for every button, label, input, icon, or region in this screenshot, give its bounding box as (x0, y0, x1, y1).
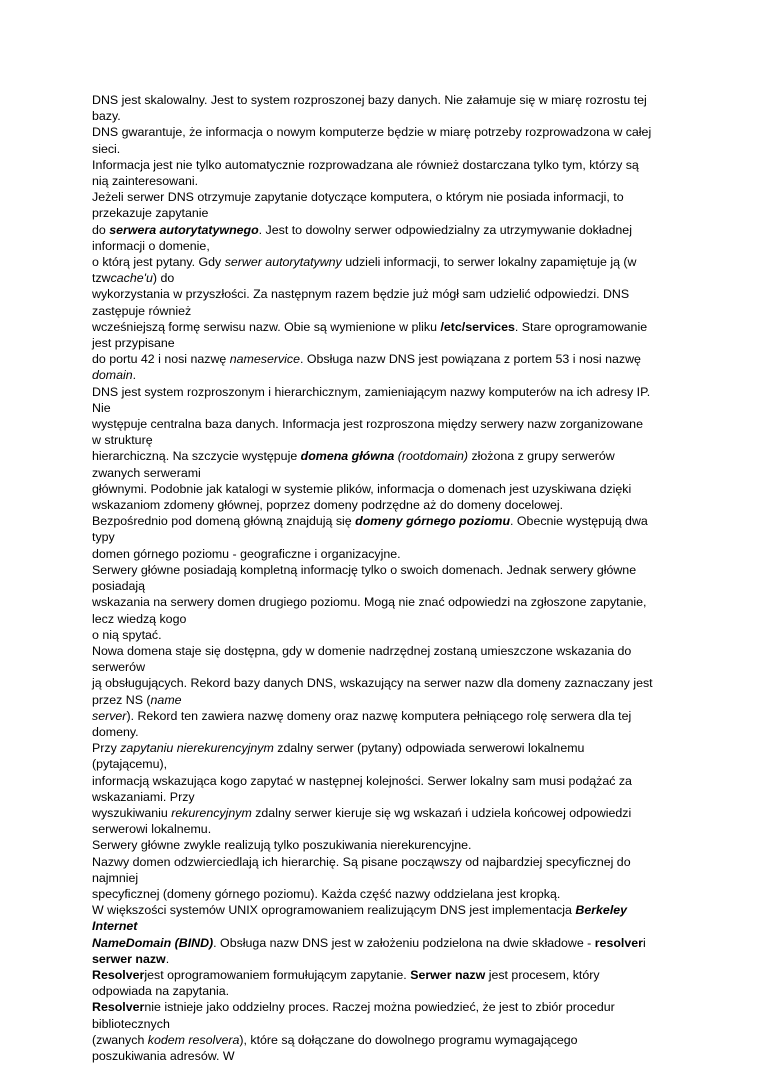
emphasis-run: (rootdomain) (397, 449, 469, 464)
text-line (92, 886, 680, 902)
text-line (92, 497, 680, 513)
text-run: Serwery główne zwykle realizują tylko poszukiwania nierekurencyjne. (92, 838, 472, 853)
text-line (92, 222, 680, 238)
text-run: nie istnieje jako oddzielny proces. Raczej można powiedzieć, że jest to zbiór procedur (144, 1000, 615, 1015)
text-run: serwerowi lokalnemu. (92, 822, 212, 837)
text-line (92, 481, 680, 497)
text-run: do (92, 222, 110, 237)
text-line (92, 173, 680, 189)
text-line (92, 740, 680, 756)
text-run: wskazania na serwery domen drugiego poziomu. Mogą nie znać odpowiedzi na zgłoszone zapytanie, (92, 595, 647, 610)
text-run: ), które są dołączane do dowolnego programu wymagającego (239, 1032, 578, 1047)
text-run: informacją wskazująca kogo zapytać w następnej kolejności. Serwer lokalny sam musi podążać za (92, 773, 632, 788)
text-run: hierarchiczną. Na szczycie występuje (92, 449, 301, 464)
text-run: w strukturę (92, 433, 153, 448)
text-run: wyszukiwaniu (92, 805, 172, 820)
text-run: zwanych serwerami (92, 465, 201, 480)
text-run: złożona z grupy serwerów (468, 449, 615, 464)
text-run: głównymi. Podobnie jak katalogi w systemie plików, informacja o domenach jest uzyskiwana dzięki (92, 481, 632, 496)
text-run: wskazaniami. Przy (92, 789, 195, 804)
text-run: wykorzystania w przyszłości. Za następnym razem będzie już mógł sam udzielić odpowiedzi. DNS (92, 287, 630, 302)
text-run: odpowiada na zapytania. (92, 984, 230, 999)
text-run: zastępuje również (92, 303, 192, 318)
text-run: ). Rekord ten zawiera nazwę domeny oraz nazwę komputera pełniącego rolę serwera dla tej (126, 708, 632, 723)
text-run: . (132, 368, 137, 383)
text-line (92, 351, 680, 367)
text-run: do portu 42 i nosi nazwę (92, 352, 230, 367)
text-run: domen górnego poziomu - geograficzne i organizacyjne. (92, 546, 401, 561)
text-run: zdalny serwer (pytany) odpowiada serwerowi lokalnemu (273, 741, 585, 756)
text-line (92, 270, 680, 286)
text-run: wcześniejszą formę serwisu nazw. Obie są wymienione w pliku (92, 319, 441, 334)
text-line (92, 448, 680, 464)
text-line (92, 805, 680, 821)
text-line (92, 238, 680, 254)
text-run: Informacja jest nie tylko automatycznie rozprowadzana ale również dostarczana tylko tym, którzy są (92, 157, 639, 172)
text-run: Serwery główne posiadają kompletną informację tylko o swoich domenach. Jednak serwery główne (92, 562, 637, 577)
text-line (92, 416, 680, 432)
text-run: przez NS ( (92, 692, 151, 707)
text-line (92, 999, 680, 1015)
text-line (92, 594, 680, 610)
emphasis-run: Berkeley (575, 903, 628, 918)
text-run: ją obsługujących. Rekord bazy danych DNS, wskazujący na serwer nazw dla domeny zaznaczany jest (92, 676, 653, 691)
emphasis-run: domain (92, 368, 133, 383)
text-line (92, 286, 680, 302)
text-run: przekazuje zapytanie (92, 206, 209, 221)
text-run: udzieli informacji, to serwer lokalny zapamiętuje ją (w (341, 255, 637, 270)
text-run: . Jest to dowolny serwer odpowiedzialny za utrzymywanie dokładnej (258, 222, 632, 237)
emphasis-run: /etc/services (440, 319, 515, 334)
text-run: Przy (92, 741, 121, 756)
emphasis-run: Serwer nazw (410, 967, 486, 982)
text-run: . Stare oprogramowanie (514, 319, 648, 334)
text-line (92, 319, 680, 335)
text-line (92, 918, 680, 934)
emphasis-run: domena główna (300, 449, 395, 464)
text-line (92, 837, 680, 853)
emphasis-run: zapytaniu nierekurencyjnym (120, 741, 274, 756)
text-run: tzw (92, 271, 111, 286)
text-run: DNS jest skalowalny. Jest to system rozproszonej bazy danych. Nie załamuje się w miarę rozrostu tej (92, 93, 647, 107)
emphasis-run: Resolver (92, 967, 145, 982)
text-line (92, 205, 680, 221)
text-run: występuje centralna baza danych. Informacja jest rozproszona między serwery nazw zorganizowane (92, 417, 643, 432)
text-run: sieci. (92, 141, 121, 156)
text-run: Nazwy domen odzwierciedlają ich hierarchię. Są pisane począwszy od najbardziej specyficznej do (92, 854, 631, 869)
text-line (92, 157, 680, 173)
text-line (92, 367, 680, 383)
text-run: i (642, 935, 646, 950)
text-line (92, 983, 680, 999)
emphasis-run: Resolver (92, 1000, 145, 1015)
text-run: nią zainteresowani. (92, 174, 199, 189)
text-line (92, 1048, 680, 1064)
text-line (92, 1016, 680, 1032)
text-line (92, 951, 680, 967)
text-line (92, 513, 680, 529)
text-run: . Obsługa nazw DNS jest w założeniu podzielona na dwie składowe - (213, 935, 595, 950)
text-run: (pytającemu), (92, 757, 168, 772)
text-line (92, 432, 680, 448)
text-line (92, 303, 680, 319)
emphasis-run: serwer autorytatywny (224, 255, 342, 270)
text-run: typy (92, 530, 115, 545)
text-run: Jeżeli serwer DNS otrzymuje zapytanie dotyczące komputera, o którym nie posiada informacji, to (92, 190, 624, 205)
text-run: Nie (92, 400, 111, 415)
text-run: . Obsługa nazw DNS jest powiązana z portem 53 i nosi nazwę (300, 352, 641, 367)
text-line (92, 108, 680, 124)
text-line (92, 756, 680, 772)
emphasis-run: cache'u (110, 271, 153, 286)
text-line (92, 708, 680, 724)
text-run: W większości systemów UNIX oprogramowaniem realizującym DNS jest implementacja (92, 903, 576, 918)
text-run: o którą jest pytany. Gdy (92, 255, 225, 270)
text-line (92, 141, 680, 157)
text-run: bibliotecznych (92, 1016, 170, 1031)
text-run: ) do (152, 271, 175, 286)
text-run: jest procesem, który (485, 967, 600, 982)
text-run: posiadają (92, 579, 146, 594)
text-line (92, 643, 680, 659)
text-line (92, 773, 680, 789)
emphasis-run: NameDomain (BIND) (92, 935, 214, 950)
text-line (92, 465, 680, 481)
text-line (92, 724, 680, 740)
emphasis-run: Internet (92, 919, 138, 934)
text-run: lecz wiedzą kogo (92, 611, 187, 626)
text-run: (zwanych (92, 1032, 148, 1047)
text-line (92, 870, 680, 886)
text-run: zdalny serwer kieruje się wg wskazań i udziela końcowej odpowiedzi (251, 805, 632, 820)
emphasis-run: kodem resolvera (147, 1032, 240, 1047)
emphasis-run: nameservice (229, 352, 301, 367)
text-line (92, 254, 680, 270)
text-line (92, 546, 680, 562)
text-run: jest przypisane (92, 336, 175, 351)
text-run: poszukiwania adresów. W (92, 1048, 235, 1063)
text-line (92, 335, 680, 351)
emphasis-run: rekurencyjnym (171, 805, 252, 820)
text-run: specyficznej (domeny górnego poziomu). Każda część nazwy oddzielana jest kropką. (92, 886, 561, 901)
emphasis-run: name (150, 692, 182, 707)
emphasis-run: server (92, 708, 127, 723)
text-line (92, 789, 680, 805)
emphasis-run: resolver (594, 935, 643, 950)
text-run: najmniej (92, 870, 139, 885)
text-line (92, 935, 680, 951)
text-run: Bezpośrednio pod domeną główną znajdują się (92, 514, 356, 529)
text-line (92, 384, 680, 400)
text-line (92, 400, 680, 416)
text-run: DNS jest system rozproszonym i hierarchicznym, zamieniającym nazwy komputerów na ich adresy IP. (92, 384, 651, 399)
emphasis-run: serwera autorytatywnego (109, 222, 259, 237)
text-line (92, 967, 680, 983)
text-line (92, 611, 680, 627)
text-run: domeny. (92, 724, 139, 739)
text-line (92, 627, 680, 643)
text-run: . Obecnie występują dwa (510, 514, 648, 529)
emphasis-run: domeny górnego poziomu (355, 514, 511, 529)
text-line (92, 659, 680, 675)
text-run: informacji o domenie, (92, 238, 210, 253)
text-line (92, 1032, 680, 1048)
text-line (92, 902, 680, 918)
text-line (92, 821, 680, 837)
text-run: serwerów (92, 660, 146, 675)
text-run: . (165, 951, 170, 966)
emphasis-run: serwer nazw (92, 951, 166, 966)
text-line (92, 189, 680, 205)
text-run: jest oprogramowaniem formułującym zapytanie. (144, 967, 411, 982)
text-line (92, 529, 680, 545)
text-line (92, 854, 680, 870)
text-run: o nią spytać. (92, 627, 162, 642)
text-line (92, 578, 680, 594)
text-run: DNS gwarantuje, że informacja o nowym komputerze będzie w miarę potrzeby rozprowadzona w całej (92, 125, 652, 140)
text-line (92, 692, 680, 708)
text-run: wskazaniom zdomeny głównej, poprzez domeny podrzędne aż do domeny docelowej. (92, 498, 564, 513)
text-line (92, 124, 680, 140)
text-run: Nowa domena staje się dostępna, gdy w domenie nadrzędnej zostaną umieszczone wskazania do (92, 643, 632, 658)
text-run: bazy. (92, 109, 121, 124)
text-line (92, 675, 680, 691)
text-line (92, 92, 680, 108)
document-body (92, 92, 680, 1064)
text-line (92, 562, 680, 578)
